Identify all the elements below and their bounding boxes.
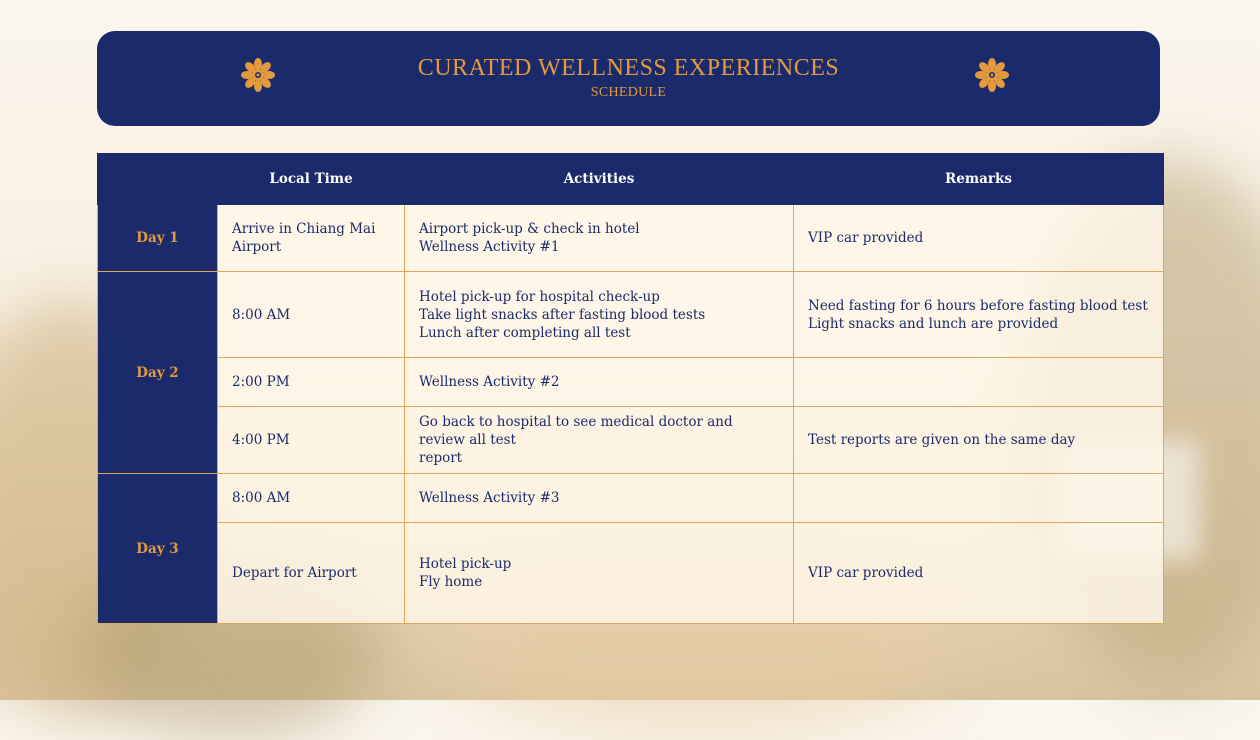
remarks-cell <box>794 523 1164 624</box>
remarks-cell <box>794 272 1164 358</box>
activity-text: Fly home <box>419 574 483 590</box>
activities-cell <box>405 358 794 407</box>
remarks-cell <box>794 474 1164 523</box>
column-header-day <box>98 154 218 205</box>
time-cell <box>218 272 405 358</box>
activity-text: Hotel pick-up for hospital check-up <box>419 288 660 305</box>
time-text: Depart for Airport <box>232 565 357 581</box>
column-header-activities: Activities <box>405 154 794 205</box>
schedule-table <box>97 153 1164 624</box>
activity-text: Wellness Activity #3 <box>419 490 560 506</box>
page-subtitle: SCHEDULE <box>590 85 667 100</box>
table-row <box>98 205 1164 272</box>
remark-text: Test reports are given on the same day <box>808 432 1076 448</box>
time-cell <box>218 474 405 523</box>
page-title: CURATED WELLNESS EXPERIENCES <box>417 55 840 81</box>
remark-text: Light snacks and lunch are provided <box>808 315 1059 332</box>
activity-text: Wellness Activity #2 <box>419 374 560 390</box>
activity-text: Go back to hospital to see medical doctor and review all test <box>419 414 733 448</box>
table-header-row <box>98 154 1164 205</box>
activities-cell <box>405 523 794 624</box>
time-cell <box>218 407 405 474</box>
activity-text: Airport pick-up & check in hotel <box>419 221 640 237</box>
remark-text: VIP car provided <box>808 230 924 246</box>
activities-cell <box>405 205 794 272</box>
remark-text: Need fasting for 6 hours before fasting blood test <box>808 297 1148 314</box>
header-banner <box>97 31 1160 126</box>
remarks-cell <box>794 358 1164 407</box>
activities-cell <box>405 407 794 474</box>
time-cell <box>218 358 405 407</box>
time-text: Airport <box>232 239 282 255</box>
time-text: 2:00 PM <box>232 374 290 390</box>
time-text: Arrive in Chiang Mai <box>232 221 376 237</box>
table-row <box>98 523 1164 624</box>
day-label: Day 1 <box>98 205 218 272</box>
column-header-local-time: Local Time <box>218 154 405 205</box>
table-row <box>98 474 1164 523</box>
activities-cell <box>405 272 794 358</box>
remark-text: VIP car provided <box>808 565 924 581</box>
column-header-remarks: Remarks <box>794 154 1164 205</box>
time-cell <box>218 205 405 272</box>
remarks-cell <box>794 407 1164 474</box>
activity-text: Wellness Activity #1 <box>419 239 560 255</box>
time-text: 8:00 AM <box>232 306 291 323</box>
activities-cell <box>405 474 794 523</box>
time-text: 4:00 PM <box>232 432 290 448</box>
time-text: 8:00 AM <box>232 490 291 506</box>
day-label: Day 2 <box>98 272 218 474</box>
table-row <box>98 358 1164 407</box>
activity-text: Take light snacks after fasting blood tests <box>419 306 706 323</box>
activity-text: Lunch after completing all test <box>419 324 631 341</box>
table-row <box>98 407 1164 474</box>
day-label: Day 3 <box>98 474 218 624</box>
time-cell <box>218 523 405 624</box>
activity-text: report <box>419 450 463 466</box>
table-row <box>98 272 1164 358</box>
lotus-flower-icon <box>974 57 1010 93</box>
remarks-cell <box>794 205 1164 272</box>
activity-text: Hotel pick-up <box>419 556 512 572</box>
